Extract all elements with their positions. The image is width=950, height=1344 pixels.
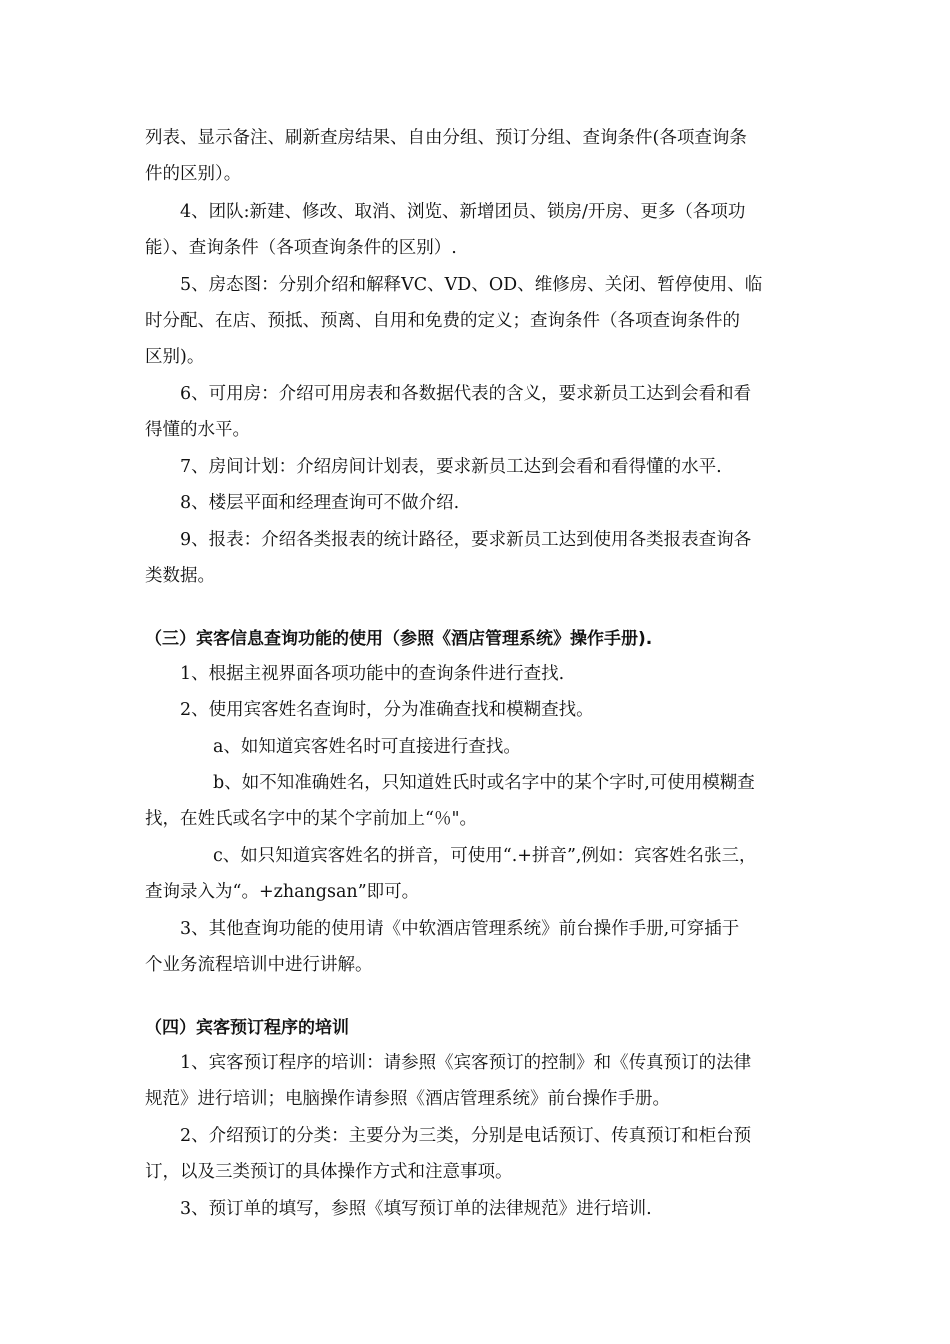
text-line: 查询录入为“。+zhangsan”即可。: [145, 882, 420, 902]
text-line: 订，以及三类预订的具体操作方式和注意事项。: [145, 1162, 513, 1182]
text-line: 1、宾客预订程序的培训：请参照《宾客预订的控制》和《传真预订的法律: [180, 1053, 752, 1073]
text-line: 7、房间计划：介绍房间计划表，要求新员工达到会看和看得懂的水平.: [180, 457, 722, 477]
text-line: c、如只知道宾客姓名的拼音，可使用“.+拼音”,例如：宾客姓名张三，: [213, 846, 757, 866]
text-line: 时分配、在店、预抵、预离、自用和免费的定义；查询条件（各项查询条件的: [145, 311, 740, 331]
text-line: 得懂的水平。: [145, 420, 250, 440]
text-line: 找，在姓氏或名字中的某个字前加上“％"。: [145, 809, 477, 829]
text-line: 9、报表：介绍各类报表的统计路径，要求新员工达到使用各类报表查询各: [180, 530, 752, 550]
text-line: 1、根据主视界面各项功能中的查询条件进行查找.: [180, 664, 565, 684]
text-line: 4、团队:新建、修改、取消、浏览、新增团员、锁房/开房、更多（各项功: [180, 202, 746, 222]
section-heading: （三）宾客信息查询功能的使用（参照《酒店管理系统》操作手册).: [145, 629, 653, 649]
text-line: 个业务流程培训中进行讲解。: [145, 955, 373, 975]
text-line: 2、介绍预订的分类：主要分为三类，分别是电话预订、传真预订和柜台预: [180, 1126, 752, 1146]
text-line: 件的区别）。: [145, 164, 242, 184]
text-line: 区别)。: [145, 347, 205, 367]
text-line: 3、其他查询功能的使用请《中软酒店管理系统》前台操作手册,可穿插于: [180, 919, 740, 939]
section-heading: （四）宾客预订程序的培训: [145, 1018, 349, 1038]
text-line: 2、使用宾客姓名查询时，分为准确查找和模糊查找。: [180, 700, 594, 720]
text-line: 类数据。: [145, 566, 215, 586]
text-line: 列表、显示备注、刷新查房结果、自由分组、预订分组、查询条件(各项查询条: [145, 128, 747, 148]
text-line: 8、楼层平面和经理查询可不做介绍.: [180, 493, 460, 513]
text-line: 能）、查询条件（各项查询条件的区别）.: [145, 238, 457, 258]
text-line: 5、房态图：分别介绍和解释VC、VD、OD、维修房、关闭、暂停使用、临: [180, 275, 763, 295]
text-line: 6、可用房：介绍可用房表和各数据代表的含义，要求新员工达到会看和看: [180, 384, 752, 404]
text-line: 规范》进行培训；电脑操作请参照《酒店管理系统》前台操作手册。: [145, 1089, 670, 1109]
text-line: b、如不知准确姓名，只知道姓氏时或名字中的某个字时,可使用模糊查: [213, 773, 755, 793]
text-line: a、如知道宾客姓名时可直接进行查找。: [213, 737, 521, 757]
text-line: 3、预订单的填写，参照《填写预订单的法律规范》进行培训.: [180, 1199, 652, 1219]
